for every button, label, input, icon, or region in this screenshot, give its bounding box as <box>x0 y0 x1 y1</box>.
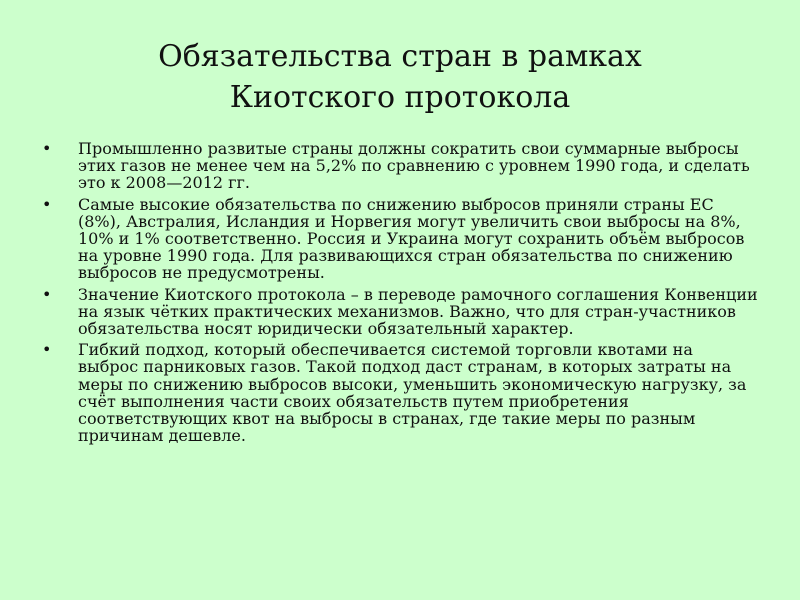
bullet-text: Значение Киотского протокола – в переводе рамочного соглашения Конвенции на язык чётких практических механизмов. Важно, что для стран-участников обязательства носят юридически обязательный характер. <box>78 284 758 339</box>
bullet-text: Самые высокие обязательства по снижению выбросов приняли страны ЕС (8%), Австралия, Исландия и Норвегия могут увеличить свои выбросы на 8%, 10% и 1% соответственно. Россия и Украина могут сохранить объём выбросов на уровне 1990 года. Для развивающихся стран обязательства по снижению выбросов не предусмотрены. <box>78 194 745 283</box>
bullet-item <box>38 341 758 444</box>
slide-title-line-1: Обязательства стран в рамках <box>158 39 642 74</box>
slide-title-line-2: Киотского протокола <box>229 80 571 115</box>
bullet-text: Промышленно развитые страны должны сократить свои суммарные выбросы этих газов не менее чем на 5,2% по сравнению с уровнем 1990 года, и сделать это к 2008—2012 гг. <box>78 139 750 193</box>
bullet-item <box>38 196 758 282</box>
bullet-icon: • <box>42 139 52 158</box>
bullet-item <box>38 140 758 192</box>
bullet-icon: • <box>42 340 52 360</box>
bullet-item <box>38 286 758 338</box>
slide-title <box>40 36 760 118</box>
bullet-icon: • <box>42 194 52 214</box>
bullet-icon: • <box>42 284 52 304</box>
bullet-text: Гибкий подход, который обеспечивается системой торговли квотами на выброс парниковых газов. Такой подход даст странам, в которых затраты на меры по снижению выбросов высоки, уменьшить экономическую нагрузку, за счёт выполнения части своих обязательств путем приобретения соответствующих квот на выбросы в странах, где такие меры по разным причинам дешевле. <box>78 340 747 446</box>
bullet-list <box>38 140 758 448</box>
